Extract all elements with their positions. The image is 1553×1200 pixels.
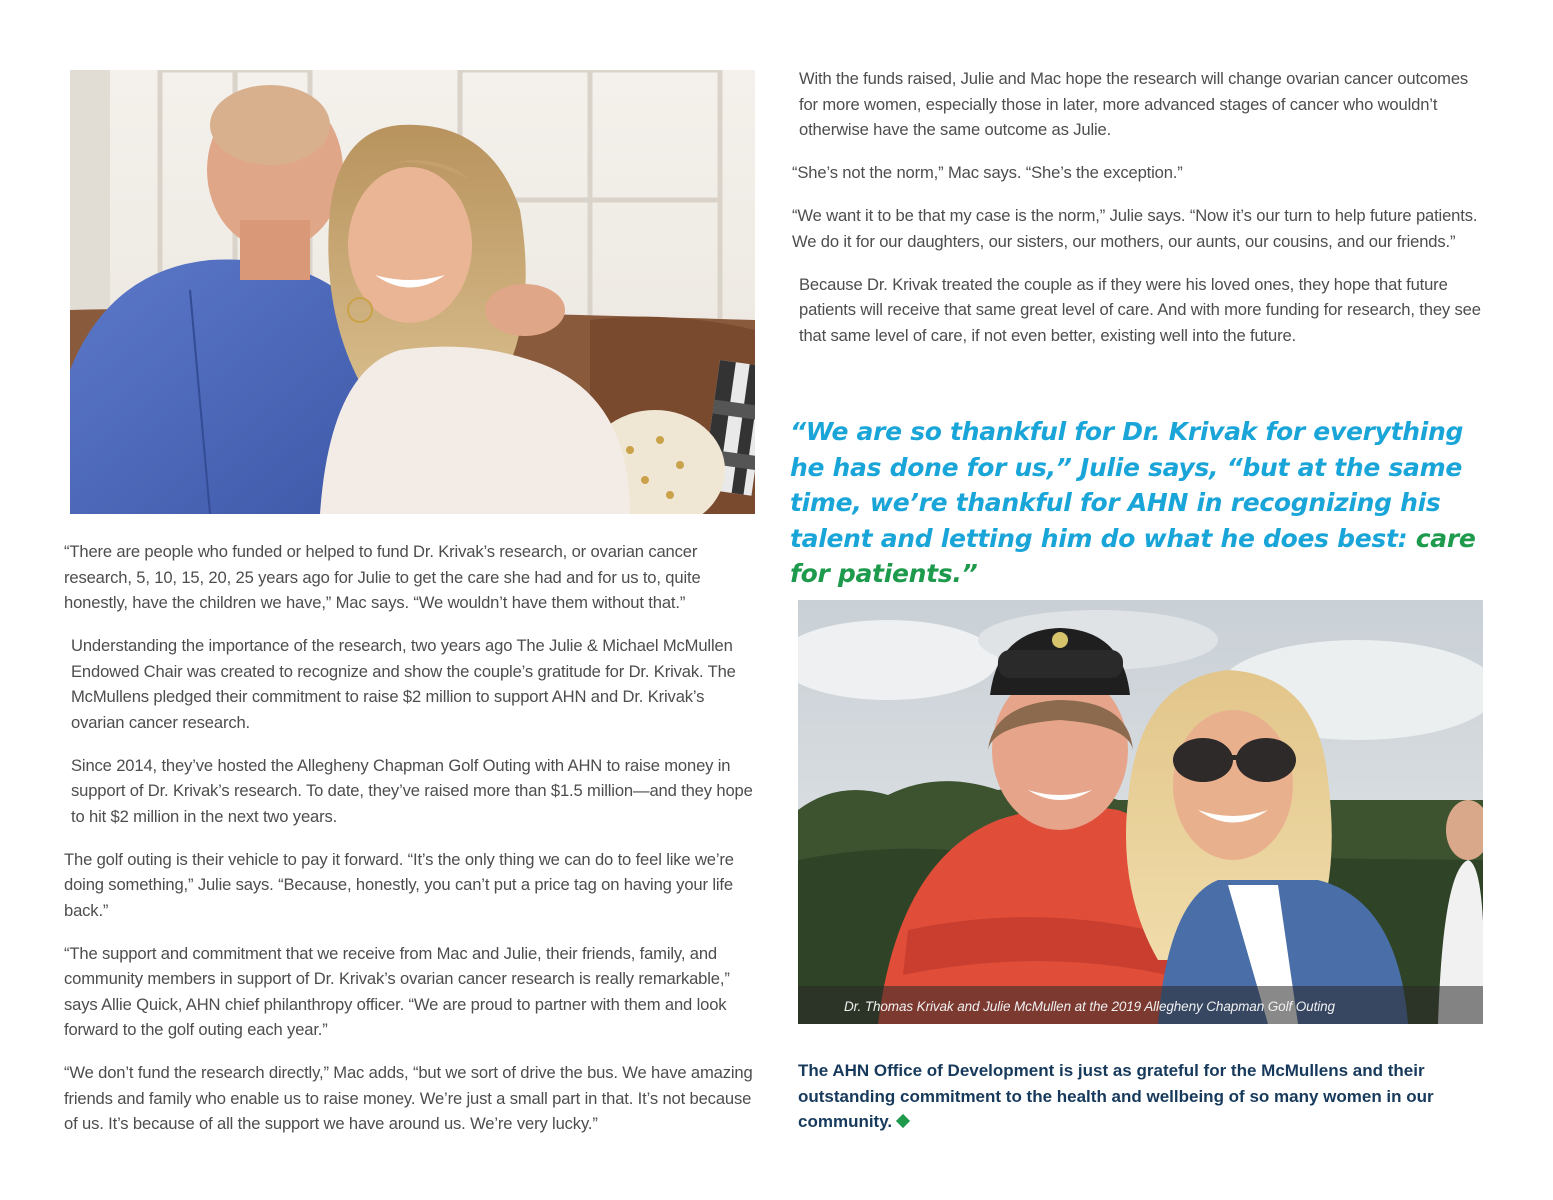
pull-quote-end: ” xyxy=(961,559,978,588)
paragraph: Since 2014, they’ve hosted the Allegheny Chapman Golf Outing with AHN to raise money in support of Dr. Krivak’s research. To date, they’ve raised more than $1.5 million—and they hope to hit $2 million in the next two years. xyxy=(71,755,753,826)
pull-quote-highlight: care for patients. xyxy=(790,523,1476,588)
left-column xyxy=(64,70,756,1154)
right-body-text xyxy=(792,66,1484,348)
couple-photo xyxy=(70,70,755,514)
pull-quote-main: “We are so thankful for Dr. Krivak for everything he has done for us,” Julie says, “but at the same time, we’re thankful for AHN in recognizing his talent and letting him do what he does best: xyxy=(790,417,1464,553)
closing-statement xyxy=(798,1058,1458,1135)
pull-quote xyxy=(790,414,1490,592)
closing-text: The AHN Office of Development is just as grateful for the McMullens and their outstanding commitment to the health and wellbeing of so many women in our community. xyxy=(798,1061,1434,1131)
paragraph: Because Dr. Krivak treated the couple as if they were his loved ones, they hope that future patients will receive that same great level of care. And with more funding for research, they see that same level of care, if not even better, existing well into the future. xyxy=(799,274,1481,345)
paragraph: Understanding the importance of the research, two years ago The Julie & Michael McMullen Endowed Chair was created to recognize and show the couple’s gratitude for Dr. Krivak. The McMullens pledged their commitment to raise $2 million to support AHN and Dr. Krivak’s ovarian cancer research. xyxy=(71,636,736,732)
couple-photo-illustration xyxy=(70,70,755,514)
paragraph: “We don’t fund the research directly,” Mac adds, “but we sort of drive the bus. We have amazing friends and family who enable us to raise money. We’re just a small part in that. It’s not because of us. It’s because of all the support we have around us. We’re very lucky.” xyxy=(64,1063,753,1133)
left-body-text xyxy=(64,539,756,1137)
paragraph: With the funds raised, Julie and Mac hope the research will change ovarian cancer outcomes for more women, especially those in later, more advanced stages of cancer who wouldn’t otherwise have the same outcome as Julie. xyxy=(799,69,1469,139)
paragraph: The golf outing is their vehicle to pay it forward. “It’s the only thing we can do to feel like we’re doing something,” Julie says. “Because, honestly, you can’t put a price tag on having your life back.” xyxy=(64,849,734,920)
paragraph: “There are people who funded or helped to fund Dr. Krivak’s research, or ovarian cancer research, 5, 10, 15, 20, 25 years ago for Julie to get the care she had and for us to, quite honestly, have the children we have,” Mac says. “We wouldn’t have them without that.” xyxy=(64,542,701,612)
diamond-end-mark-icon xyxy=(896,1114,910,1128)
right-column xyxy=(792,66,1484,366)
paragraph: “We want it to be that my case is the norm,” Julie says. “Now it’s our turn to help future patients. We do it for our daughters, our sisters, our mothers, our aunts, our cousins, and our friends.” xyxy=(792,206,1478,251)
golf-outing-photo-illustration xyxy=(798,600,1483,1024)
photo-caption-bar xyxy=(798,986,1483,1024)
paragraph: “The support and commitment that we receive from Mac and Julie, their friends, family, and community members in support of Dr. Krivak’s ovarian cancer research is really remarkable,” says Allie Quick, AHN chief philanthropy officer. “We are proud to partner with them and look forward to the golf outing each year.” xyxy=(64,943,730,1039)
paragraph: “She’s not the norm,” Mac says. “She’s the exception.” xyxy=(792,163,1183,182)
photo-caption: Dr. Thomas Krivak and Julie McMullen at the 2019 Allegheny Chapman Golf Outing xyxy=(844,999,1335,1014)
golf-outing-photo xyxy=(798,600,1483,1024)
